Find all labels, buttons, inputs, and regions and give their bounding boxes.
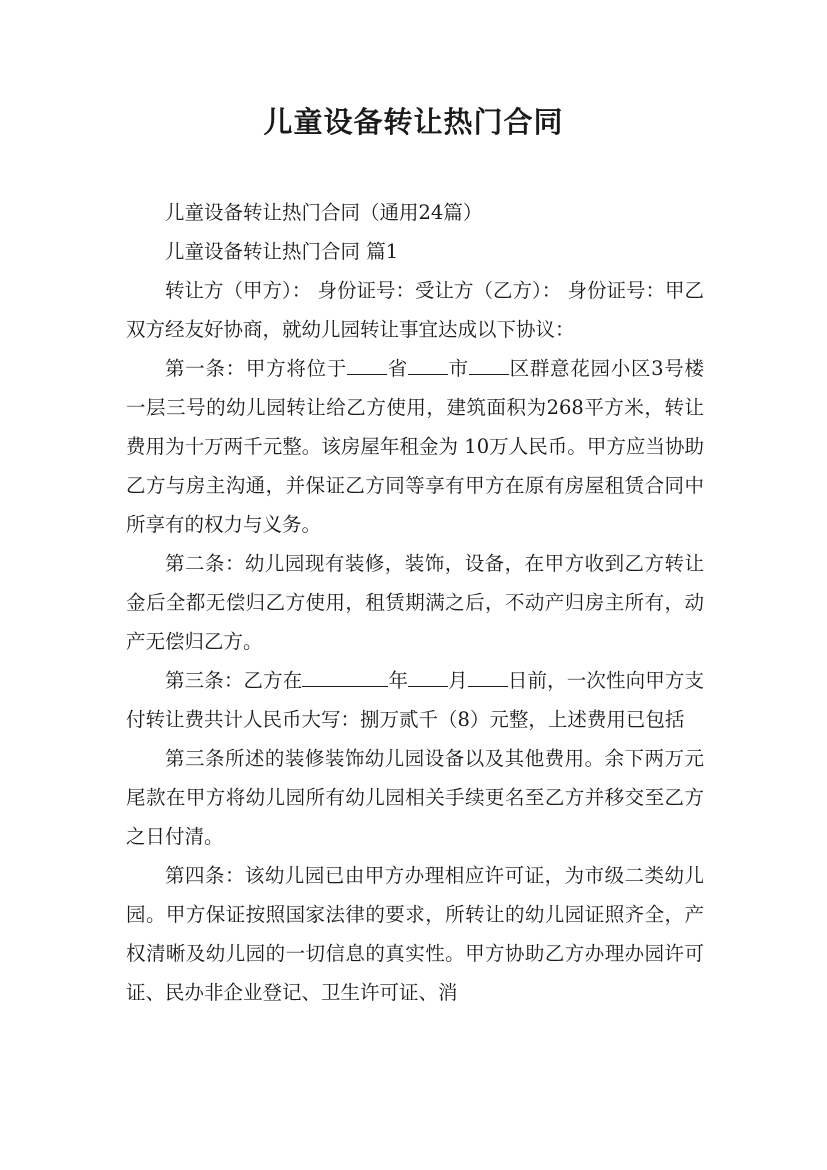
article-3-text-b: 年 (388, 669, 409, 692)
paragraph-article-3 (126, 661, 704, 739)
paragraph-article-4: 第四条：该幼儿园已由甲方办理相应许可证，为市级二类幼儿园。甲方保证按照国家法律的要求，所转让的幼儿园证照齐全，产权清晰及幼儿园的一切信息的真实性。甲方协助乙方办理办园许可证、民办非企业登记、卫生许可证、消 (126, 864, 704, 1004)
blank-district-field (469, 353, 509, 375)
paragraph-article-2: 第二条：幼儿园现有装修，装饰，设备，在甲方收到乙方转让金后全都无偿归乙方使用，租赁期满之后，不动产归房主所有，动产无偿归乙方。 (126, 552, 704, 653)
paragraph-article-1 (126, 349, 704, 544)
blank-province-field (347, 353, 387, 375)
article-3-text-d: 日前，一次性向甲方支付转让费共计人民币大写：捌万贰千（8）元整，上述费用已包括 (126, 669, 704, 731)
blank-month-field (408, 665, 448, 687)
document-body (126, 193, 704, 1012)
article-1-text-b: 省 (386, 357, 408, 380)
article-3-text-a: 第三条：乙方在 (165, 669, 303, 692)
article-1-text-d: 区群意花园小区3号楼一层三号的幼儿园转让给乙方使用，建筑面积为268平方米，转让费用为十万两千元整。该房屋年租金为 10万人民币。甲方应当协助乙方与房主沟通，并保证乙方同等享有甲方在原有房屋租赁合同中所享有的权力与义务。 (126, 357, 704, 536)
paragraph-subtitle: 儿童设备转让热门合同（通用24篇） (165, 201, 483, 224)
blank-year-field (302, 665, 388, 687)
paragraph-parties: 转让方（甲方）： 身份证号：受让方（乙方）： 身份证号：甲乙双方经友好协商，就幼儿园转让事宜达成以下协议： (126, 279, 704, 341)
article-1-text-c: 市 (447, 357, 469, 380)
blank-day-field (468, 665, 508, 687)
document-title: 儿童设备转让热门合同 (263, 105, 564, 139)
article-1-text-a: 第一条：甲方将位于 (165, 357, 347, 380)
article-3-text-c: 月 (448, 669, 468, 692)
paragraph-article-3-continued: 第三条所述的装修装饰幼儿园设备以及其他费用。余下两万元尾款在甲方将幼儿园所有幼儿园相关手续更名至乙方并移交至乙方之日付清。 (126, 747, 704, 848)
paragraph-section-heading: 儿童设备转让热门合同 篇1 (165, 240, 399, 263)
blank-city-field (408, 353, 448, 375)
